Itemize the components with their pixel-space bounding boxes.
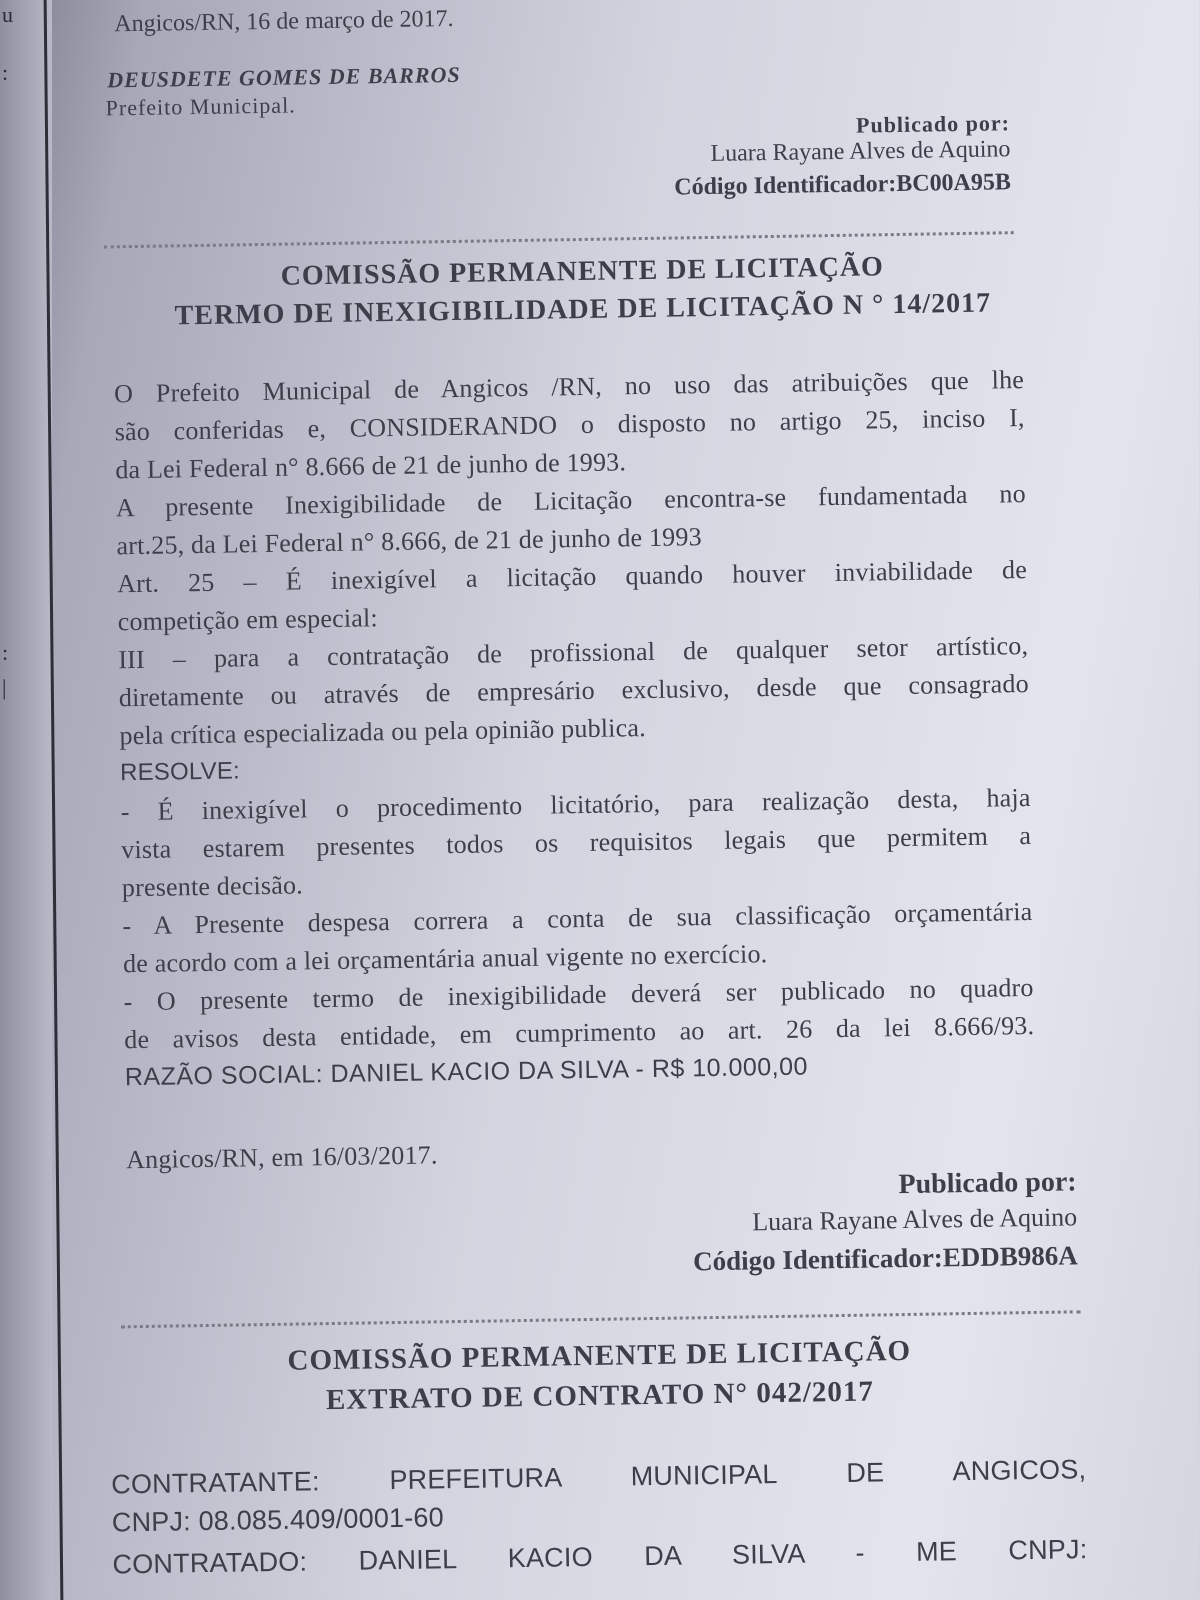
body-line: A presente Inexigibilidade de Licitação encontra-se fundamentada no xyxy=(115,479,1027,523)
published-name: Luara Rayane Alves de Aquino xyxy=(752,1202,1078,1237)
document-page xyxy=(78,0,1103,1600)
body-line: O Prefeito Municipal de Angicos /RN, no uso das atribuições que lhe xyxy=(113,365,1025,409)
signer-name: DEUSDETE GOMES DE BARROS xyxy=(107,61,461,93)
body-line: art.25, da Lei Federal n° 8.666, de 21 de junho de 1993 xyxy=(116,522,702,561)
section-date-line: Angicos/RN, em 16/03/2017. xyxy=(125,1140,438,1175)
published-label: Publicado por: xyxy=(898,1166,1077,1201)
body-line: - É inexigível o procedimento licitatório, para realização desta, haja xyxy=(120,782,1031,827)
body-line: competição em especial: xyxy=(117,603,379,637)
published-label: Publicado por: xyxy=(855,110,1011,138)
body-line: - O presente termo de inexigibilidade deverá ser publicado no quadro xyxy=(123,972,1034,1017)
identifier-code: Código Identificador:EDDB986A xyxy=(692,1240,1079,1277)
company-value-line: RAZÃO SOCIAL: DANIEL KACIO DA SILVA - R$ 10.000,00 xyxy=(124,1052,809,1092)
contract-line: CNPJ: 08.085.409/0001-60 xyxy=(111,1502,445,1538)
contract-line: CONTRATANTE: PREFEITURA MUNICIPAL DE ANGICOS, xyxy=(111,1454,1087,1500)
adjacent-page-fragment: u xyxy=(2,2,13,27)
signer-title: Prefeito Municipal. xyxy=(105,92,296,121)
body-line: Art. 25 – É inexigível a licitação quando houver inviabilidade de xyxy=(116,555,1028,599)
body-line: III – para a contratação de profissional de qualquer setor artístico, xyxy=(118,631,1029,675)
identifier-code-text: Código Identificador:BC00A95B xyxy=(674,169,1012,201)
resolve-label: RESOLVE: xyxy=(119,757,241,787)
date-line: Angicos/RN, 16 de março de 2017. xyxy=(114,5,454,38)
body-line: diretamente ou através de empresário exclusivo, desde que consagrado xyxy=(118,669,1030,713)
body-line: - A Presente despesa correra a conta de sua classificação orçamentária xyxy=(122,896,1033,941)
published-name: Luara Rayane Alves de Aquino xyxy=(710,136,1011,167)
section-divider xyxy=(104,231,1014,248)
section-heading: COMISSÃO PERMANENTE DE LICITAÇÃO xyxy=(280,251,885,292)
body-line: de avisos desta entidade, em cumprimento ao art. 26 da lei 8.666/93. xyxy=(124,1010,1035,1055)
body-line: são conferidas e, CONSIDERANDO o disposto no artigo 25, inciso I, xyxy=(114,403,1025,447)
body-line: presente decisão. xyxy=(121,870,304,903)
adjacent-page-edge xyxy=(0,0,52,1600)
section-heading: COMISSÃO PERMANENTE DE LICITAÇÃO xyxy=(287,1334,912,1377)
adjacent-page-fragment: : xyxy=(2,640,9,665)
section-subheading: TERMO DE INEXIGIBILIDADE DE LICITAÇÃO N ° 14/2017 xyxy=(174,287,992,332)
body-line: pela crítica especializada ou pela opinião publica. xyxy=(119,713,647,751)
adjacent-page-fragment: : xyxy=(2,60,9,85)
identifier-code xyxy=(511,169,1011,204)
body-line: da Lei Federal n° 8.666 de 21 de junho de 1993. xyxy=(115,447,627,485)
body-line: de acordo com a lei orçamentária anual vigente no exercício. xyxy=(122,939,768,979)
contract-line: CONTRATADO: DANIEL KACIO DA SILVA - ME CNPJ: xyxy=(112,1534,1088,1580)
section-subheading: EXTRATO DE CONTRATO N° 042/2017 xyxy=(325,1375,875,1417)
section-divider xyxy=(121,1310,1081,1328)
adjacent-page-fragment: | xyxy=(2,675,7,700)
body-line: vista estarem presentes todos os requisitos legais que permitem a xyxy=(121,820,1032,865)
